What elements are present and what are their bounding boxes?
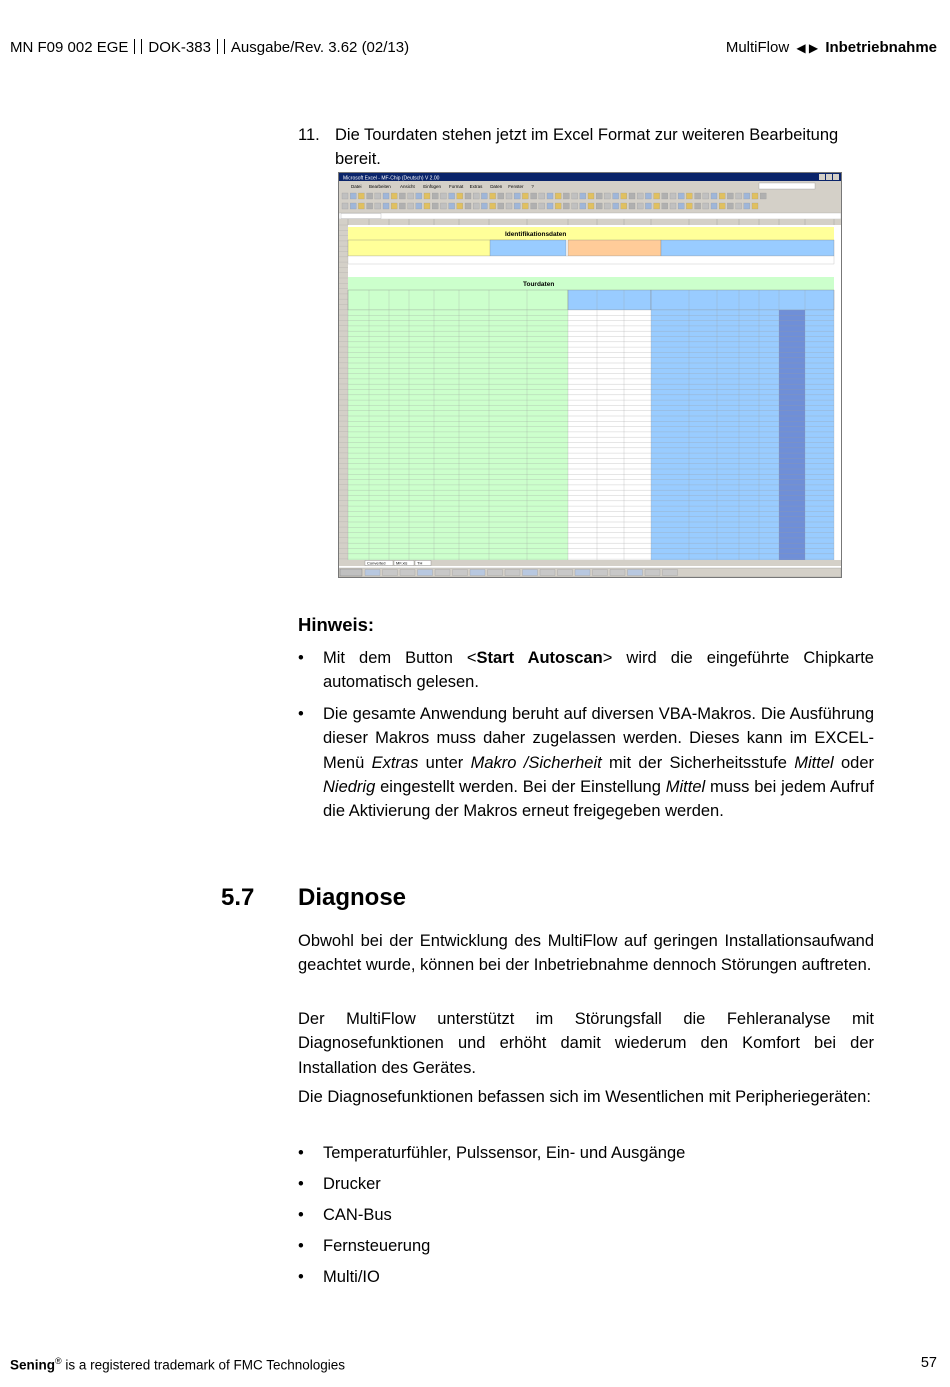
running-header <box>726 39 937 56</box>
bullet-icon: • <box>298 1174 304 1193</box>
paragraph: Obwohl bei der Entwicklung des MultiFlow auf geringen Installationsaufwand geachtet wurde, können bei der Inbetriebnahme dennoch Störungen auftreten. <box>298 932 874 975</box>
sheet-tab-bar <box>339 560 841 566</box>
taskbar-item[interactable] <box>383 570 398 576</box>
text: unter <box>418 753 471 772</box>
toolbar-icon[interactable] <box>399 193 405 199</box>
taskbar-item[interactable] <box>400 570 415 576</box>
identification-title: Identifikationsdaten <box>505 231 567 238</box>
toolbar-icon[interactable] <box>580 203 586 209</box>
section-title: Diagnose <box>298 884 407 911</box>
toolbar-icon[interactable] <box>399 203 405 209</box>
taskbar-item[interactable] <box>523 570 538 576</box>
toolbar-icon[interactable] <box>604 203 610 209</box>
toolbar-icon[interactable] <box>498 203 504 209</box>
menu-item[interactable]: Datei <box>351 184 362 189</box>
toolbar-icon[interactable] <box>416 203 422 209</box>
toolbar-icon[interactable] <box>744 203 750 209</box>
toolbar-icon[interactable] <box>539 203 545 209</box>
registered-mark: ® <box>55 1356 62 1366</box>
toolbar-icon[interactable] <box>727 203 733 209</box>
toolbar-icon[interactable] <box>465 193 471 199</box>
tour-title-band <box>348 277 834 290</box>
paragraph: Die Diagnosefunktionen befassen sich im Wesentlichen mit Peripheriegeräten: <box>298 1088 871 1106</box>
step-11 <box>298 123 858 172</box>
page-number: 57 <box>920 1355 937 1371</box>
toolbar-icon[interactable] <box>563 203 569 209</box>
list-item <box>298 646 874 695</box>
toolbar-icon[interactable] <box>358 193 364 199</box>
taskbar-item[interactable] <box>575 570 590 576</box>
toolbar-icon[interactable] <box>555 203 561 209</box>
separator <box>134 39 142 54</box>
text: mit der Sicherheitsstufe <box>601 753 795 772</box>
chapter-name: Inbetriebnahme <box>825 39 937 56</box>
toolbar-icon[interactable] <box>621 203 627 209</box>
level-name: Mittel <box>665 778 706 797</box>
taskbar-item[interactable] <box>470 570 485 576</box>
text: Mit dem Button < <box>323 649 477 667</box>
bullet-icon: • <box>298 704 304 723</box>
menu-item[interactable]: ? <box>531 184 534 189</box>
toolbar-icon[interactable] <box>719 203 725 209</box>
paragraph: Der MultiFlow unterstützt im Störungsfall die Fehleranalyse mit Diagnosefunktionen und erhöht damit wiederum den Komfort bei der Installation des Gerätes. <box>298 1010 874 1077</box>
time-columns <box>568 310 651 560</box>
toolbar-icon[interactable] <box>424 203 430 209</box>
toolbar-icon[interactable] <box>588 203 594 209</box>
toolbar-icon[interactable] <box>342 193 348 199</box>
item-text: Drucker <box>323 1174 381 1193</box>
step-number: 11. <box>298 126 320 144</box>
item-text: Temperaturfühler, Pulssensor, Ein- und Ausgänge <box>323 1144 686 1162</box>
text: oder <box>833 753 875 772</box>
brand-name: Sening <box>10 1357 56 1373</box>
toolbar-icon[interactable] <box>686 203 692 209</box>
column-headers <box>339 219 841 225</box>
toolbar-icon[interactable] <box>350 203 356 209</box>
toolbar-icon[interactable] <box>637 203 643 209</box>
produktinformationen-block <box>348 290 568 310</box>
toolbar-icon[interactable] <box>572 193 578 199</box>
toolbar-icon[interactable] <box>522 193 528 199</box>
toolbar-icon[interactable] <box>408 203 414 209</box>
toolbar-icon[interactable] <box>711 193 717 199</box>
toolbar-icon[interactable] <box>481 193 487 199</box>
toolbar-icon[interactable] <box>662 203 668 209</box>
menu-item[interactable]: Ansicht <box>400 184 415 189</box>
toolbar-icon[interactable] <box>424 193 430 199</box>
toolbar-icon[interactable] <box>367 193 373 199</box>
toolbar-icon[interactable] <box>506 203 512 209</box>
toolbar-icon[interactable] <box>350 193 356 199</box>
toolbar-icon[interactable] <box>678 193 684 199</box>
price-columns <box>651 310 834 560</box>
toolbar-icon[interactable] <box>760 193 766 199</box>
menu-path: Makro /Sicherheit <box>470 753 602 772</box>
toolbar-icon[interactable] <box>670 193 676 199</box>
eichzeitraum-block <box>568 240 661 256</box>
toolbar-icon[interactable] <box>719 193 725 199</box>
toolbar-icon[interactable] <box>383 203 389 209</box>
toolbar-icon[interactable] <box>752 193 758 199</box>
revision: Ausgabe/Rev. 3.62 (02/13) <box>230 39 410 56</box>
row-headers <box>339 225 348 565</box>
toolbar-icon[interactable] <box>375 193 381 199</box>
toolbar-icon[interactable] <box>727 193 733 199</box>
menu-item[interactable]: Extras <box>469 184 483 189</box>
hint-heading: Hinweis: <box>298 614 375 635</box>
dok-number: DOK-383 <box>148 39 211 56</box>
bullet-icon: • <box>298 1236 304 1255</box>
text: eingestellt werden. Bei der Einstellung <box>375 778 666 797</box>
doc-number: MN F09 002 EGE <box>10 39 129 56</box>
toolbar-icon[interactable] <box>703 193 709 199</box>
preisinformation-block <box>651 290 834 310</box>
document-id <box>10 39 409 56</box>
toolbar-icon[interactable] <box>449 203 455 209</box>
step-text: Die Tourdaten stehen jetzt im Excel Format zur weiteren Bearbeitung bereit. <box>335 126 839 169</box>
button-name: Start Autoscan <box>476 649 603 667</box>
excel-screenshot <box>338 172 842 578</box>
list-item <box>298 1265 874 1289</box>
toolbar-icon[interactable] <box>637 193 643 199</box>
toolbar-icon[interactable] <box>596 203 602 209</box>
toolbar-icon[interactable] <box>555 193 561 199</box>
item-text: CAN-Bus <box>323 1205 392 1224</box>
taskbar-item[interactable] <box>558 570 573 576</box>
toolbar-icon[interactable] <box>465 203 471 209</box>
toolbar-icon[interactable] <box>580 193 586 199</box>
toolbar-icon[interactable] <box>670 203 676 209</box>
toolbar-icon[interactable] <box>522 203 528 209</box>
toolbar-icon[interactable] <box>440 193 446 199</box>
list-item <box>298 1234 874 1258</box>
taskbar-item[interactable] <box>488 570 503 576</box>
toolbar-icon[interactable] <box>367 203 373 209</box>
speicherzeitpunkt-block <box>490 240 566 256</box>
toolbar-icon[interactable] <box>629 193 635 199</box>
toolbar-icon[interactable] <box>440 203 446 209</box>
toolbar-icon[interactable] <box>695 203 701 209</box>
taskbar-item[interactable] <box>645 570 660 576</box>
section-number: 5.7 <box>221 884 255 911</box>
toolbar-icon[interactable] <box>645 193 651 199</box>
summenzaehler-block <box>661 240 834 256</box>
toolbar-icon[interactable] <box>711 203 717 209</box>
toolbar-icon[interactable] <box>662 193 668 199</box>
taskbar-item[interactable] <box>418 570 433 576</box>
start-button[interactable] <box>340 569 362 576</box>
toolbar-icon[interactable] <box>547 193 553 199</box>
toolbar-icon[interactable] <box>678 203 684 209</box>
menu-item[interactable]: Fenster <box>508 184 524 189</box>
menu-name: Extras <box>371 753 419 772</box>
toolbar-icon[interactable] <box>613 193 619 199</box>
menu-item[interactable]: Einfügen <box>423 184 441 189</box>
list-item <box>298 702 874 824</box>
toolbar-icon[interactable] <box>514 193 520 199</box>
text: > wird die eingeführte Chipkarte automatisch gelesen. <box>323 649 874 692</box>
taskbar-item[interactable] <box>610 570 625 576</box>
toolbar-icon[interactable] <box>498 193 504 199</box>
toolbar-icon[interactable] <box>375 203 381 209</box>
nav-arrows-icon: ◀ ▶ <box>796 41 819 55</box>
toolbar-icon[interactable] <box>645 203 651 209</box>
toolbar-icon[interactable] <box>596 193 602 199</box>
tour-title: Tourdaten <box>523 281 555 288</box>
toolbar-icon[interactable] <box>572 203 578 209</box>
level-name: Mittel <box>794 753 834 772</box>
toolbar-icon[interactable] <box>473 193 479 199</box>
toolbar-icon[interactable] <box>481 203 487 209</box>
taskbar-item[interactable] <box>663 570 678 576</box>
toolbar-icon[interactable] <box>744 193 750 199</box>
bullet-icon: • <box>298 1205 304 1224</box>
toolbar-icon[interactable] <box>449 193 455 199</box>
formula-bar <box>339 213 841 219</box>
taskbar-item[interactable] <box>505 570 520 576</box>
toolbar-icon[interactable] <box>654 203 660 209</box>
peripheral-list <box>298 1141 874 1289</box>
taskbar-item[interactable] <box>628 570 643 576</box>
toolbar-icon[interactable] <box>383 193 389 199</box>
toolbar-icon[interactable] <box>531 203 537 209</box>
menu-item[interactable]: Daten <box>490 184 503 189</box>
toolbar-icon[interactable] <box>613 203 619 209</box>
toolbar-icon[interactable] <box>358 203 364 209</box>
toolbar-icon[interactable] <box>539 193 545 199</box>
netto-column <box>779 310 805 560</box>
bullet-icon: • <box>298 649 304 667</box>
toolbar-icon[interactable] <box>432 193 438 199</box>
toolbar-icon[interactable] <box>457 193 463 199</box>
toolbar-icon[interactable] <box>473 203 479 209</box>
text: Die gesamte Anwendung beruht auf diversen VBA-Makros. Die Ausführung dieser Makros muss daher zugelassen werden. Dieses kann im EXCEL-Menü <box>323 704 874 772</box>
toolbar-icon[interactable] <box>342 203 348 209</box>
toolbar-icon[interactable] <box>408 193 414 199</box>
taskbar-item[interactable] <box>540 570 555 576</box>
toolbar-icon[interactable] <box>547 203 553 209</box>
hint-list <box>298 646 874 824</box>
product-columns <box>348 310 568 560</box>
item-text: Fernsteuerung <box>323 1236 431 1255</box>
toolbar-icon[interactable] <box>531 193 537 199</box>
toolbar-icon[interactable] <box>490 193 496 199</box>
toolbar-icon[interactable] <box>695 193 701 199</box>
toolbar-icon[interactable] <box>391 203 397 209</box>
toolbar-icon[interactable] <box>621 193 627 199</box>
toolbar-icon[interactable] <box>736 203 742 209</box>
taskbar-item[interactable] <box>453 570 468 576</box>
excel-window <box>339 173 841 577</box>
sheet-tab-label: Converted <box>367 560 386 566</box>
text: muss bei jedem Aufruf die Aktivierung der Makros erneut freigegeben werden. <box>323 778 875 821</box>
toolbar-icon[interactable] <box>506 193 512 199</box>
toolbar-icon[interactable] <box>432 203 438 209</box>
item-text: Multi/IO <box>323 1267 380 1286</box>
menu-item[interactable]: Bearbeiten <box>369 184 391 189</box>
window-title: Microsoft Excel - MF-Chip (Deutsch) V 2.00 <box>343 175 440 182</box>
sheet-tab-label: MF.xls <box>396 560 408 566</box>
bullet-icon: • <box>298 1144 304 1162</box>
list-item <box>298 1141 874 1165</box>
level-name: Niedrig <box>323 778 376 797</box>
taskbar-item[interactable] <box>593 570 608 576</box>
footer-trademark <box>10 1356 345 1373</box>
toolbar-icon[interactable] <box>736 193 742 199</box>
identification-title-band <box>348 227 834 240</box>
toolbar-icon[interactable] <box>457 203 463 209</box>
toolbar-icon[interactable] <box>588 193 594 199</box>
taskbar-item[interactable] <box>365 570 380 576</box>
list-item <box>298 1203 874 1227</box>
toolbar-icon[interactable] <box>391 193 397 199</box>
toolbar-icon[interactable] <box>629 203 635 209</box>
bullet-icon: • <box>298 1267 304 1286</box>
taskbar-item[interactable] <box>435 570 450 576</box>
separator <box>217 39 225 54</box>
sheet-tab-label: TH <box>417 560 423 566</box>
toolbar-icon[interactable] <box>703 203 709 209</box>
trademark-text: is a registered trademark of FMC Technologies <box>61 1357 346 1373</box>
toolbar-icon[interactable] <box>686 193 692 199</box>
toolbar-icon[interactable] <box>752 203 758 209</box>
list-item <box>298 1172 874 1196</box>
toolbar-icon[interactable] <box>654 193 660 199</box>
menu-item[interactable]: Format <box>449 184 464 189</box>
abgabezeit-block <box>568 290 651 310</box>
toolbar-icon[interactable] <box>604 193 610 199</box>
toolbar-icon[interactable] <box>416 193 422 199</box>
toolbar-icon[interactable] <box>490 203 496 209</box>
toolbar-icon[interactable] <box>514 203 520 209</box>
product-name: MultiFlow <box>725 39 790 56</box>
toolbar-icon[interactable] <box>563 193 569 199</box>
